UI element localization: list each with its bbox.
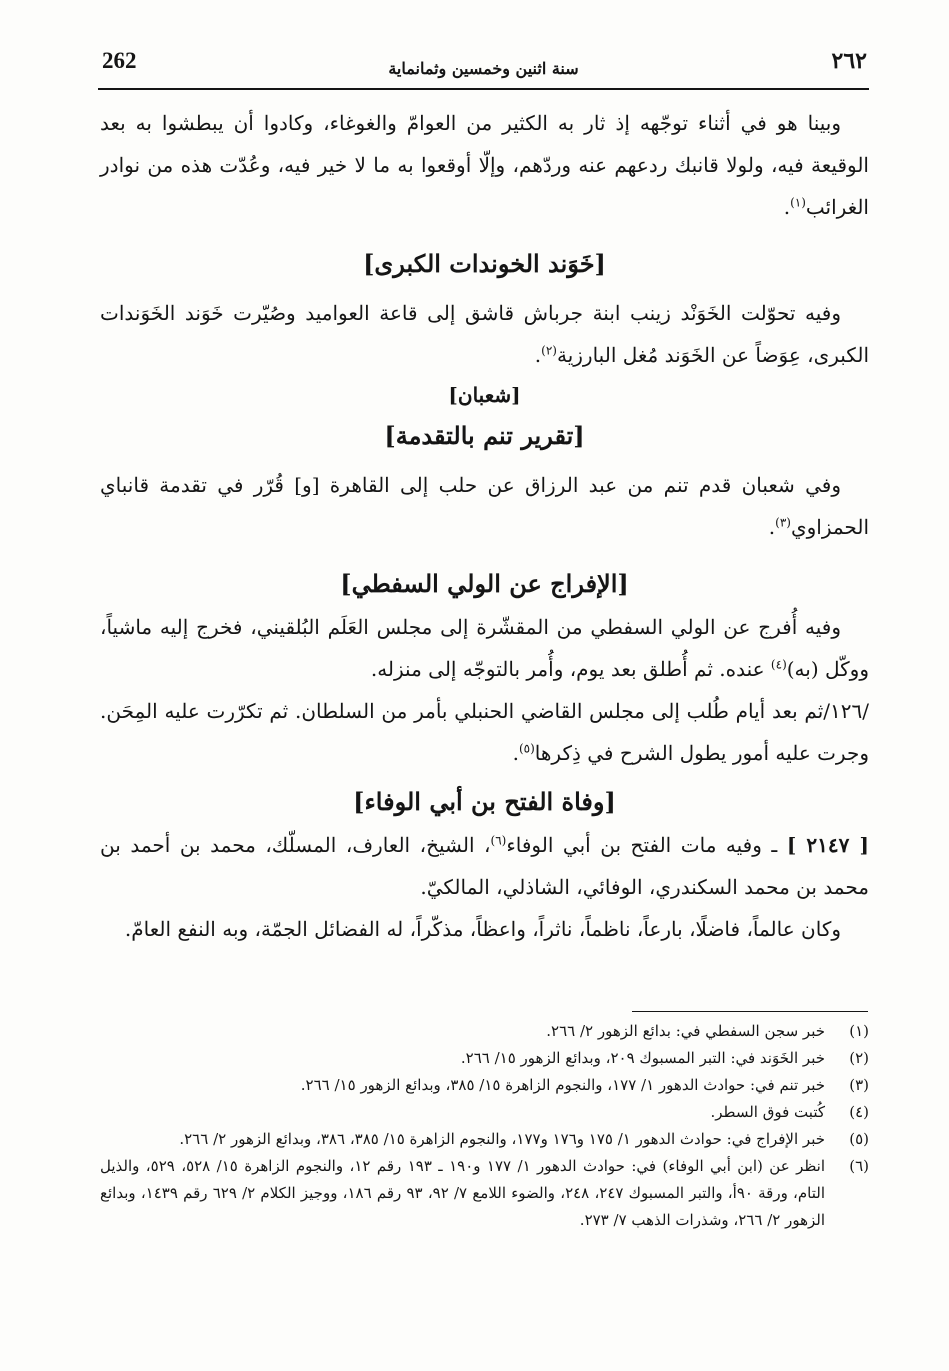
- page-number-latin: 262: [102, 48, 137, 73]
- footnote: (١) خبر سجن السفطي في: بدائع الزهور ٢/ ٢٦٦.: [546, 1022, 869, 1040]
- heading-ifraj: [الإفراج عن الولي السفطي]: [340, 569, 629, 598]
- paragraph-4: وفيه أُفرج عن الولي السفطي من المقشّرة إلى مجلس العَلَم البُلقيني، فخرج إليه ماشياً، ووكّل (به)$^{(٤)}$ عنده. ثم أُطلق بعد يوم، وأُمر بالتوجّه إلى منزله.: [100, 615, 869, 681]
- heading-taqrir: [تقرير تنم بالتقدمة]: [384, 421, 585, 450]
- footnote-ref-4: (٤): [770, 657, 787, 672]
- heading-wafat: [وفاة الفتح بن أبي الوفاء]: [353, 787, 616, 816]
- paragraph-7: وكان عالماً، فاضلًا، بارعاً، ناظماً، ناثراً، واعظاً، مذكّراً، له الفضائل الجمّة، وبه النفع العامّ.: [124, 917, 841, 941]
- footnote-separator: [632, 1011, 868, 1012]
- main-text: [100, 102, 869, 950]
- footnote-ref-3: (٣): [775, 515, 791, 530]
- footnote: (٦) انظر عن (ابن أبي الوفاء) في: حوادث الدهور ١/ ١٧٧ و١٩٠ ـ ١٩٣ رقم ١٢، والنجوم الزاهرة ١٥/ ٥٢٨، ٥٢٩، والذيل التام، ورقة ٩٠أ، والتبر المسبوك ٢٤٧، ٢٤٨، والضوء اللامع ٧/ ٩٢، ٩٣ رقم ١٨٦، ووجيز الكلام ٢/ ٦٢٩ رقم ١٤٣٩، وبدائع الزهور ٢/ ٢٦٦، وشذرات الذهب ٧/ ٢٧٣.: [100, 1157, 869, 1229]
- footnote-ref-1: (١): [790, 195, 806, 210]
- paragraph-1: وبينا هو في أثناء توجّهه إذ ثار به الكثير من العوامّ والغوغاء، وكادوا أن يبطشوا به بعد الوقيعة فيه، ولولا قانبك ردعهم عنه وردّهم، وإلّا أوقعوا به ما لا خير فيه، وعُدّت هذه من نوادر الغرائب$^{(١)}$.: [100, 111, 869, 219]
- entry-number: [ ٢١٤٧ ]: [786, 833, 869, 857]
- heading-khawand: [خَوَند الخوندات الكبرى]: [363, 249, 606, 278]
- page-number-arabic: ٢٦٢: [831, 48, 867, 74]
- running-title: سنة اثنين وخمسين وثمانماية: [388, 59, 579, 78]
- footnote-ref-2: (٢): [541, 343, 557, 358]
- paragraph-6: [ ٢١٤٧ ] ـ وفيه مات الفتح بن أبي الوفاء$^{(٦)}$، الشيخ، العارف، المسلّك، محمد بن أحمد بن محمد بن محمد السكندري، الوفائي، الشاذلي، المالكيّ.: [100, 833, 869, 899]
- paragraph-5: /١٢٦/ثم بعد أيام طُلب إلى مجلس القاضي الحنبلي بأمر من السلطان. ثم تكرّرت عليه المِحَن. وجرت عليه أمور يطول الشرح في ذِكرها$^{(٥)}$.: [100, 699, 869, 765]
- footnote: (٢) خبر الخَوَند في: التبر المسبوك ٢٠٩، وبدائع الزهور ١٥/ ٢٦٦.: [460, 1049, 869, 1067]
- footnote-ref-6: (٦): [490, 833, 507, 848]
- footnotes: [100, 1018, 869, 1234]
- footnote-ref-5: (٥): [518, 741, 535, 756]
- paragraph-3: وفي شعبان قدم تنم من عبد الرزاق عن حلب إلى القاهرة [و] قُرّر في تقدمة قانباي الحمزاوي$^{(٣)}$.: [100, 473, 869, 539]
- footnote: (٥) خبر الإفراج في: حوادث الدهور ١/ ١٧٥ و١٧٦ و١٧٧، والنجوم الزاهرة ١٥/ ٣٨٥، ٣٨٦، وبدائع الزهور ٢/ ٢٦٦.: [179, 1130, 869, 1148]
- heading-shaban: [شعبان]: [448, 383, 521, 407]
- footnote: (٤) كُتبت فوق السطر.: [710, 1103, 869, 1121]
- footnote: (٣) خبر تنم في: حوادث الدهور ١/ ١٧٧، والنجوم الزاهرة ١٥/ ٣٨٥، وبدائع الزهور ١٥/ ٢٦٦.: [300, 1076, 869, 1094]
- paragraph-2: وفيه تحوّلت الخَوَنْد زينب ابنة جرباش قاشق إلى قاعة العواميد وصُيّرت خَوَند الخَوَندات الكبرى، عِوَضاً عن الخَوَند مُغل البارزية$^{(٢)}$.: [100, 301, 869, 367]
- page-header: [98, 44, 869, 90]
